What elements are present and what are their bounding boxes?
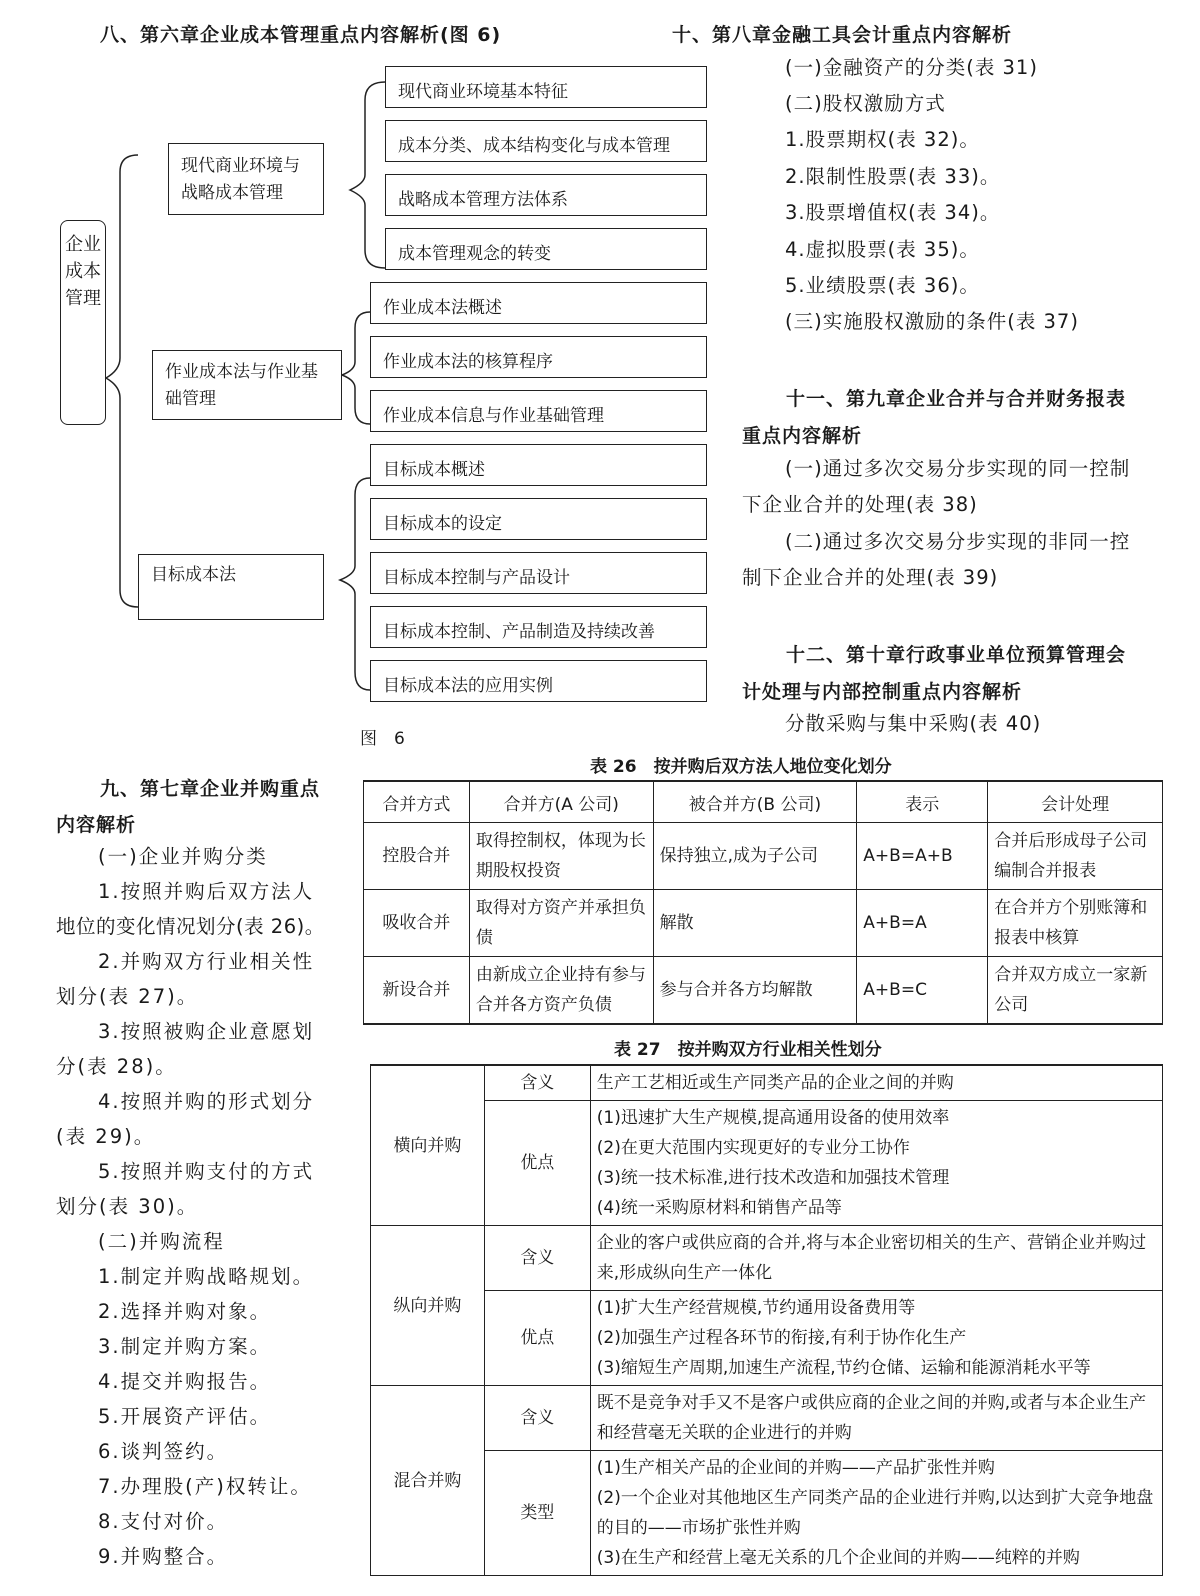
section-9-line: 1.按照并购后双方法人 (98, 880, 315, 903)
table-cell: 企业的客户或供应商的合并,将与本企业密切相关的生产、营销企业并购过来,形成纵向生产一体化 (590, 1226, 1162, 1291)
section-9-line: (二)并购流程 (98, 1230, 225, 1253)
list-item: (3)统一技术标准,进行技术改造和加强技术管理 (596, 1168, 950, 1188)
section-10-line: 2.限制性股票(表 33)。 (785, 165, 1001, 188)
section-10-line: (三)实施股权激励的条件(表 37) (785, 310, 1079, 333)
section-8-heading: 八、第六章企业成本管理重点内容解析(图 6) (100, 24, 502, 46)
table-header-cell: 合并方(A 公司) (469, 781, 653, 823)
table-row (371, 1451, 1163, 1576)
list-item: (4)统一采购原材料和销售产品等 (596, 1198, 842, 1218)
table-cell: A+B=C (857, 957, 988, 1025)
section-9-line: 6.谈判签约。 (98, 1440, 229, 1463)
table-cell: 控股合并 (364, 823, 470, 890)
section-10-line: (一)金融资产的分类(表 31) (785, 56, 1038, 79)
section-9-line: 分(表 28)。 (56, 1055, 177, 1078)
table-header-cell: 合并方式 (364, 781, 470, 823)
table-cell: 取得对方资产并承担负债 (469, 890, 653, 957)
figure-leaf-box: 成本管理观念的转变 (385, 228, 707, 270)
section-12-line: 分散采购与集中采购(表 40) (785, 712, 1042, 735)
table-26 (363, 780, 1163, 1025)
figure-leaf-box: 目标成本概述 (370, 444, 707, 486)
section-10-line: 5.业绩股票(表 36)。 (785, 274, 980, 297)
figure-leaf-box: 目标成本的设定 (370, 498, 707, 540)
table-cell: 参与合并各方均解散 (653, 957, 857, 1025)
section-10-line: (二)股权激励方式 (785, 92, 946, 115)
section-9-line: 3.按照被购企业意愿划 (98, 1020, 315, 1043)
figure-group-box: 现代商业环境与战略成本管理 (168, 143, 324, 215)
section-11-line: 下企业合并的处理(表 38) (742, 493, 978, 516)
table-cell: 既不是竞争对手又不是客户或供应商的企业之间的并购,或者与本企业生产和经营毫无关联的企业进行的并购 (590, 1386, 1162, 1451)
list-item: (1)扩大生产经营规模,节约通用设备费用等 (596, 1298, 916, 1318)
figure-leaf-box: 作业成本信息与作业基础管理 (370, 390, 707, 432)
section-9-line: 9.并购整合。 (98, 1545, 229, 1568)
section-9-line: 4.按照并购的形式划分 (98, 1090, 315, 1113)
table-header-row (364, 781, 1163, 823)
table-cell (590, 1101, 1162, 1226)
table-row (371, 1226, 1163, 1291)
section-12-heading: 十二、第十章行政事业单位预算管理会 (786, 644, 1127, 666)
table-cell: 类型 (484, 1451, 590, 1576)
table-cell: 横向并购 (371, 1065, 485, 1226)
table-row (371, 1386, 1163, 1451)
section-9-line: 1.制定并购战略规划。 (98, 1265, 315, 1288)
figure-root-box: 企业成本管理 (60, 220, 106, 425)
table-cell: 生产工艺相近或生产同类产品的企业之间的并购 (590, 1065, 1162, 1101)
table-cell: 取得控制权，体现为长期股权投资 (469, 823, 653, 890)
table-cell: 纵向并购 (371, 1226, 485, 1386)
table-26-caption: 表 26 按并购后双方法人地位变化划分 (590, 757, 892, 777)
table-27-caption: 表 27 按并购双方行业相关性划分 (614, 1040, 882, 1060)
table-cell: 优点 (484, 1101, 590, 1226)
table-27 (370, 1064, 1163, 1576)
section-9-line: 3.制定并购方案。 (98, 1335, 272, 1358)
table-row (364, 957, 1163, 1025)
table-header-cell: 会计处理 (988, 781, 1163, 823)
table-cell: 含义 (484, 1386, 590, 1451)
section-9-line: 2.并购双方行业相关性 (98, 950, 315, 973)
figure-group-box: 目标成本法 (138, 554, 324, 620)
table-cell: 解散 (653, 890, 857, 957)
figure-leaf-box: 现代商业环境基本特征 (385, 66, 707, 108)
list-item: (3)缩短生产周期,加速生产流程,节约仓储、运输和能源消耗水平等 (596, 1358, 1091, 1378)
table-cell: 含义 (484, 1226, 590, 1291)
section-10-line: 1.股票期权(表 32)。 (785, 128, 980, 151)
figure-caption: 图 6 (360, 729, 405, 749)
section-11-heading: 十一、第九章企业合并与合并财务报表 (786, 388, 1127, 410)
table-cell (590, 1451, 1162, 1576)
section-9-line: 8.支付对价。 (98, 1510, 229, 1533)
table-cell: 在合并方个别账簿和报表中核算 (988, 890, 1163, 957)
table-cell (590, 1291, 1162, 1386)
table-header-cell: 表示 (857, 781, 988, 823)
section-9-line: 2.选择并购对象。 (98, 1300, 272, 1323)
table-cell: 保持独立,成为子公司 (653, 823, 857, 890)
table-cell: 优点 (484, 1291, 590, 1386)
list-item: (2)在更大范围内实现更好的专业分工协作 (596, 1138, 910, 1158)
table-cell: A+B=A+B (857, 823, 988, 890)
section-9-line: 4.提交并购报告。 (98, 1370, 272, 1393)
table-cell: A+B=A (857, 890, 988, 957)
section-11-line: (二)通过多次交易分步实现的非同一控 (785, 530, 1131, 553)
section-11-line: 制下企业合并的处理(表 39) (742, 566, 999, 589)
figure-leaf-box: 成本分类、成本结构变化与成本管理 (385, 120, 707, 162)
list-item: (3)在生产和经营上毫无关系的几个企业间的并购——纯粹的并购 (596, 1548, 1080, 1568)
section-9-line: 5.开展资产评估。 (98, 1405, 272, 1428)
table-row (371, 1291, 1163, 1386)
table-header-cell: 被合并方(B 公司) (653, 781, 857, 823)
section-10-line: 3.股票增值权(表 34)。 (785, 201, 1001, 224)
list-item: (1)生产相关产品的企业间的并购——产品扩张性并购 (596, 1458, 995, 1478)
table-row (364, 823, 1163, 890)
figure-leaf-box: 战略成本管理方法体系 (385, 174, 707, 216)
section-9-heading: 内容解析 (56, 814, 137, 836)
figure-group-box: 作业成本法与作业基础管理 (152, 350, 342, 420)
figure-leaf-box: 作业成本法的核算程序 (370, 336, 707, 378)
table-row (371, 1065, 1163, 1101)
table-cell: 吸收合并 (364, 890, 470, 957)
table-cell: 由新成立企业持有参与合并各方资产负债 (469, 957, 653, 1025)
table-cell: 含义 (484, 1065, 590, 1101)
figure-leaf-box: 目标成本控制、产品制造及持续改善 (370, 606, 707, 648)
section-10-line: 4.虚拟股票(表 35)。 (785, 238, 980, 261)
section-11-heading: 重点内容解析 (742, 425, 863, 447)
section-10-heading: 十、第八章金融工具会计重点内容解析 (672, 24, 1013, 46)
figure-leaf-box: 作业成本法概述 (370, 282, 707, 324)
table-cell: 混合并购 (371, 1386, 485, 1576)
section-9-line: 划分(表 27)。 (56, 985, 199, 1008)
section-9-line: 划分(表 30)。 (56, 1195, 199, 1218)
section-11-line: (一)通过多次交易分步实现的同一控制 (785, 457, 1131, 480)
figure-leaf-box: 目标成本法的应用实例 (370, 660, 707, 702)
figure-leaf-box: 目标成本控制与产品设计 (370, 552, 707, 594)
section-9-line: 地位的变化情况划分(表 26)。 (56, 915, 325, 938)
section-9-heading: 九、第七章企业并购重点 (100, 778, 321, 800)
table-cell: 新设合并 (364, 957, 470, 1025)
section-9-line: (表 29)。 (56, 1125, 156, 1148)
section-9-line: (一)企业并购分类 (98, 845, 268, 868)
table-row (364, 890, 1163, 957)
table-cell: 合并双方成立一家新公司 (988, 957, 1163, 1025)
table-cell: 合并后形成母子公司编制合并报表 (988, 823, 1163, 890)
table-row (371, 1101, 1163, 1226)
list-item: (1)迅速扩大生产规模,提高通用设备的使用效率 (596, 1108, 950, 1128)
list-item: (2)一个企业对其他地区生产同类产品的企业进行并购,以达到扩大竞争地盘的目的——市场扩张性并购 (596, 1488, 1154, 1538)
section-9-line: 7.办理股(产)权转让。 (98, 1475, 312, 1498)
section-12-heading: 计处理与内部控制重点内容解析 (742, 681, 1023, 703)
list-item: (2)加强生产过程各环节的衔接,有利于协作化生产 (596, 1328, 967, 1348)
section-9-line: 5.按照并购支付的方式 (98, 1160, 315, 1183)
